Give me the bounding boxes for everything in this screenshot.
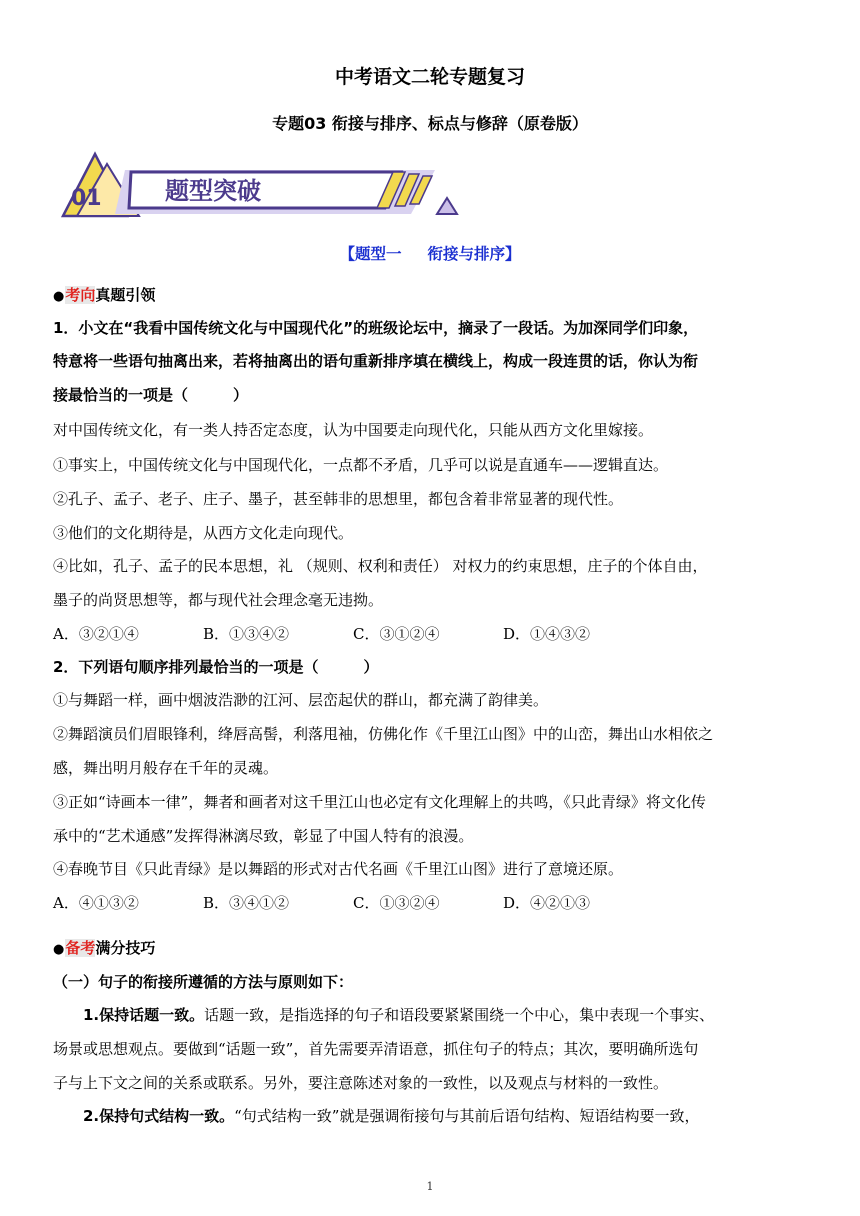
q1-stem-line-3: 接最恰当的一项是（ ）	[53, 386, 249, 404]
page-subtitle: 专题03 衔接与排序、标点与修辞（原卷版）	[272, 114, 588, 133]
q1-options	[53, 624, 813, 644]
method-p2-bold: 2.保持句式结构一致。	[83, 1107, 235, 1125]
q2-option-c: C．①③②④	[353, 894, 440, 912]
kaoxiang-heading	[53, 285, 813, 307]
method-p2-line-1	[83, 1106, 843, 1126]
banner-number: 01	[71, 186, 102, 211]
method-p2-text: “句式结构一致”就是强调衔接句与其前后语句结构、短语结构要一致，	[234, 1107, 700, 1125]
q1-option-b: B．①③④②	[203, 625, 290, 643]
q2-sentence-3b: 承中的“艺术通感”发挥得淋漓尽致，彰显了中国人特有的浪漫。	[53, 827, 474, 845]
method-p1-bold: 1.保持话题一致。	[83, 1006, 205, 1024]
q2-sentence-4: ④春晚节目《只此青绿》是以舞蹈的形式对古代名画《千里江山图》进行了意境还原。	[53, 860, 624, 878]
banner-graphic	[55, 150, 465, 222]
beikao-rest: 满分技巧	[95, 939, 156, 957]
method-p1-line-1	[83, 1005, 843, 1025]
page-title: 中考语文二轮专题复习	[334, 66, 525, 88]
method-p1-line-3: 子与上下文之间的关系或联系。另外，要注意陈述对象的一致性，以及观点与材料的一致性。	[53, 1074, 669, 1092]
section-title-left: 【题型一	[339, 245, 402, 263]
q2-sentence-1: ①与舞蹈一样，画中烟波浩渺的江河、层峦起伏的群山，都充满了韵律美。	[53, 691, 549, 709]
q2-option-a: A．④①③②	[53, 894, 139, 912]
q1-sentence-4a: ④比如，孔子、孟子的民本思想，礼 （规则、权利和责任） 对权力的约束思想，庄子的个体自由，	[53, 557, 708, 575]
q1-sentence-1: ①事实上，中国传统文化与中国现代化，一点都不矛盾，几乎可以说是直通车——逻辑直达。	[53, 456, 669, 474]
q1-option-d: D．①④③②	[503, 625, 591, 643]
q2-option-d: D．④②①③	[503, 894, 591, 912]
beikao-highlight: 备考	[65, 939, 96, 957]
q2-sentence-2b: 感，舞出明月般存在千年的灵魂。	[53, 759, 279, 777]
section-title	[0, 242, 860, 264]
kaoxiang-rest: 真题引领	[95, 286, 156, 304]
q2-stem: 2．下列语句顺序排列最恰当的一项是（ ）	[53, 658, 379, 676]
q1-stem-line-1: 1．小文在“我看中国传统文化与中国现代化”的班级论坛中，摘录了一段话。为加深同学们印象，	[53, 319, 699, 337]
method-heading: （一）句子的衔接所遵循的方法与原则如下：	[53, 973, 354, 991]
q2-sentence-3a: ③正如“诗画本一律”，舞者和画者对这千里江山也必定有文化理解上的共鸣，《只此青绿》将文化传	[53, 793, 706, 811]
q1-option-c: C．③①②④	[353, 625, 440, 643]
q1-option-a: A．③②①④	[53, 625, 139, 643]
kaoxiang-highlight: 考向	[65, 286, 96, 304]
beikao-heading	[53, 938, 813, 960]
bullet-icon: ●	[53, 289, 65, 304]
q2-options	[53, 893, 813, 913]
section-banner	[55, 150, 465, 222]
q1-intro: 对中国传统文化，有一类人持否定态度，认为中国要走向现代化，只能从西方文化里嫁接。	[53, 421, 654, 439]
section-title-right: 衔接与排序】	[427, 245, 521, 263]
q1-sentence-3: ③他们的文化期待是，从西方文化走向现代。	[53, 524, 354, 542]
method-p1-text: 话题一致，是指选择的句子和语段要紧紧围绕一个中心，集中表现一个事实、	[204, 1006, 715, 1024]
bullet-icon: ●	[53, 942, 65, 957]
q1-sentence-2: ②孔子、孟子、老子、庄子、墨子，甚至韩非的思想里，都包含着非常显著的现代性。	[53, 490, 624, 508]
q2-option-b: B．③④①②	[203, 894, 290, 912]
banner-label: 题型突破	[165, 177, 261, 205]
page-number: 1	[426, 1180, 434, 1193]
q1-sentence-4b: 墨子的尚贤思想等，都与现代社会理念毫无违拗。	[53, 591, 384, 609]
method-p1-line-2: 场景或思想观点。要做到“话题一致”，首先需要弄清语意，抓住句子的特点；其次，要明确所选句	[53, 1040, 699, 1058]
banner-small-triangle	[437, 198, 457, 214]
q2-sentence-2a: ②舞蹈演员们眉眼锋利，绛唇高髻，利落甩袖，仿佛化作《千里江山图》中的山峦，舞出山水相依之	[53, 725, 714, 743]
q1-stem-line-2: 特意将一些语句抽离出来，若将抽离出的语句重新排序填在横线上，构成一段连贯的话，你认为衔	[53, 352, 699, 370]
